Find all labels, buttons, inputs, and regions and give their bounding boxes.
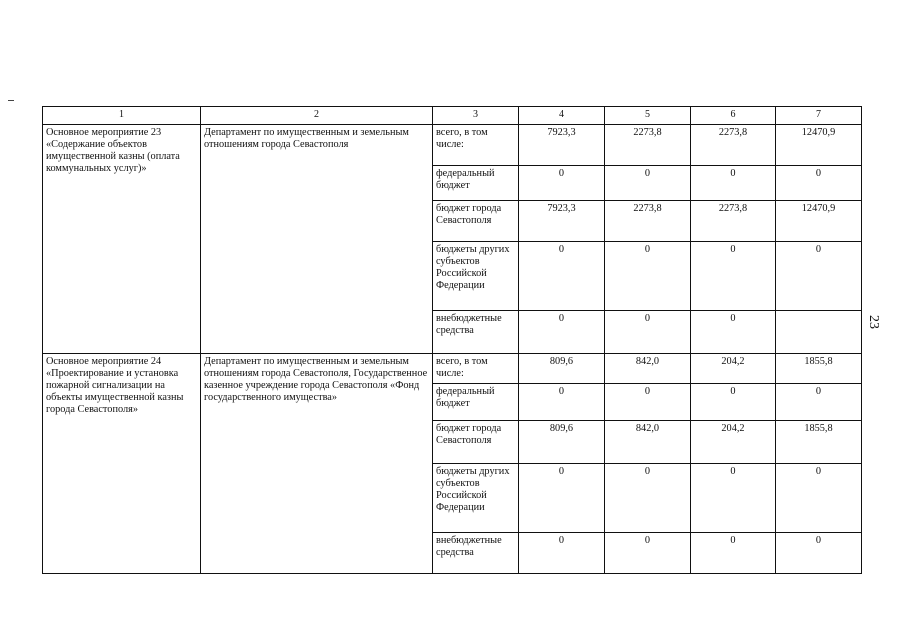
value-cell: 0	[605, 166, 691, 201]
funding-source: всего, в том числе:	[433, 125, 519, 166]
value-cell: 0	[691, 311, 776, 354]
value-cell: 0	[776, 166, 862, 201]
header-row	[43, 107, 862, 125]
value-cell: 204,2	[691, 421, 776, 464]
value-cell: 842,0	[605, 354, 691, 384]
header-cell-6: 6	[691, 107, 776, 125]
funding-source: внебюджетные средства	[433, 533, 519, 574]
header-cell-3: 3	[433, 107, 519, 125]
value-cell: 0	[519, 384, 605, 421]
value-cell: 2273,8	[691, 201, 776, 242]
value-cell: 0	[605, 384, 691, 421]
funding-source: бюджет города Севастополя	[433, 201, 519, 242]
table-row	[43, 125, 862, 166]
table-row	[43, 354, 862, 384]
value-cell: 0	[691, 384, 776, 421]
value-cell: 842,0	[605, 421, 691, 464]
value-cell: 0	[605, 242, 691, 311]
value-cell: 1855,8	[776, 354, 862, 384]
measure-name: Основное мероприятие 23 «Содержание объектов имущественной казны (оплата коммунальных услуг)»	[43, 125, 201, 354]
value-cell: 7923,3	[519, 125, 605, 166]
funding-source: внебюджетные средства	[433, 311, 519, 354]
value-cell: 809,6	[519, 421, 605, 464]
header-cell-5: 5	[605, 107, 691, 125]
value-cell: 0	[776, 242, 862, 311]
value-cell: 204,2	[691, 354, 776, 384]
value-cell: 2273,8	[605, 201, 691, 242]
budget-table	[42, 106, 862, 574]
value-cell: 0	[519, 311, 605, 354]
value-cell: 0	[691, 464, 776, 533]
value-cell: 1855,8	[776, 421, 862, 464]
header-cell-7: 7	[776, 107, 862, 125]
value-cell: 2273,8	[691, 125, 776, 166]
executor-name: Департамент по имущественным и земельным отношениям города Севастополя	[201, 125, 433, 354]
value-cell: 0	[605, 533, 691, 574]
value-cell: 12470,9	[776, 201, 862, 242]
scan-mark	[8, 100, 14, 101]
measure-name: Основное мероприятие 24 «Проектирование и установка пожарной сигнализации на объекты имущественной казны города Севастополя»	[43, 354, 201, 574]
funding-source: бюджеты других субъектов Российской Федерации	[433, 242, 519, 311]
funding-source: бюджет города Севастополя	[433, 421, 519, 464]
value-cell: 2273,8	[605, 125, 691, 166]
value-cell: 809,6	[519, 354, 605, 384]
value-cell: 0	[519, 166, 605, 201]
value-cell: 12470,9	[776, 125, 862, 166]
value-cell: 0	[691, 166, 776, 201]
value-cell: 0	[691, 242, 776, 311]
value-cell: 0	[519, 533, 605, 574]
value-cell: 0	[519, 242, 605, 311]
value-cell: 0	[605, 464, 691, 533]
funding-source: всего, в том числе:	[433, 354, 519, 384]
header-cell-4: 4	[519, 107, 605, 125]
value-cell: 0	[605, 311, 691, 354]
header-cell-1: 1	[43, 107, 201, 125]
funding-source: бюджеты других субъектов Российской Федерации	[433, 464, 519, 533]
value-cell: 0	[776, 464, 862, 533]
executor-name: Департамент по имущественным и земельным отношениям города Севастополя, Государственное казенное учреждение города Севастополя «Фонд государственного имущества»	[201, 354, 433, 574]
value-cell	[776, 311, 862, 354]
value-cell: 0	[776, 384, 862, 421]
header-cell-2: 2	[201, 107, 433, 125]
funding-source: федеральный бюджет	[433, 384, 519, 421]
funding-source: федеральный бюджет	[433, 166, 519, 201]
page-number: 23	[866, 315, 881, 329]
value-cell: 0	[691, 533, 776, 574]
value-cell: 7923,3	[519, 201, 605, 242]
value-cell: 0	[519, 464, 605, 533]
value-cell: 0	[776, 533, 862, 574]
